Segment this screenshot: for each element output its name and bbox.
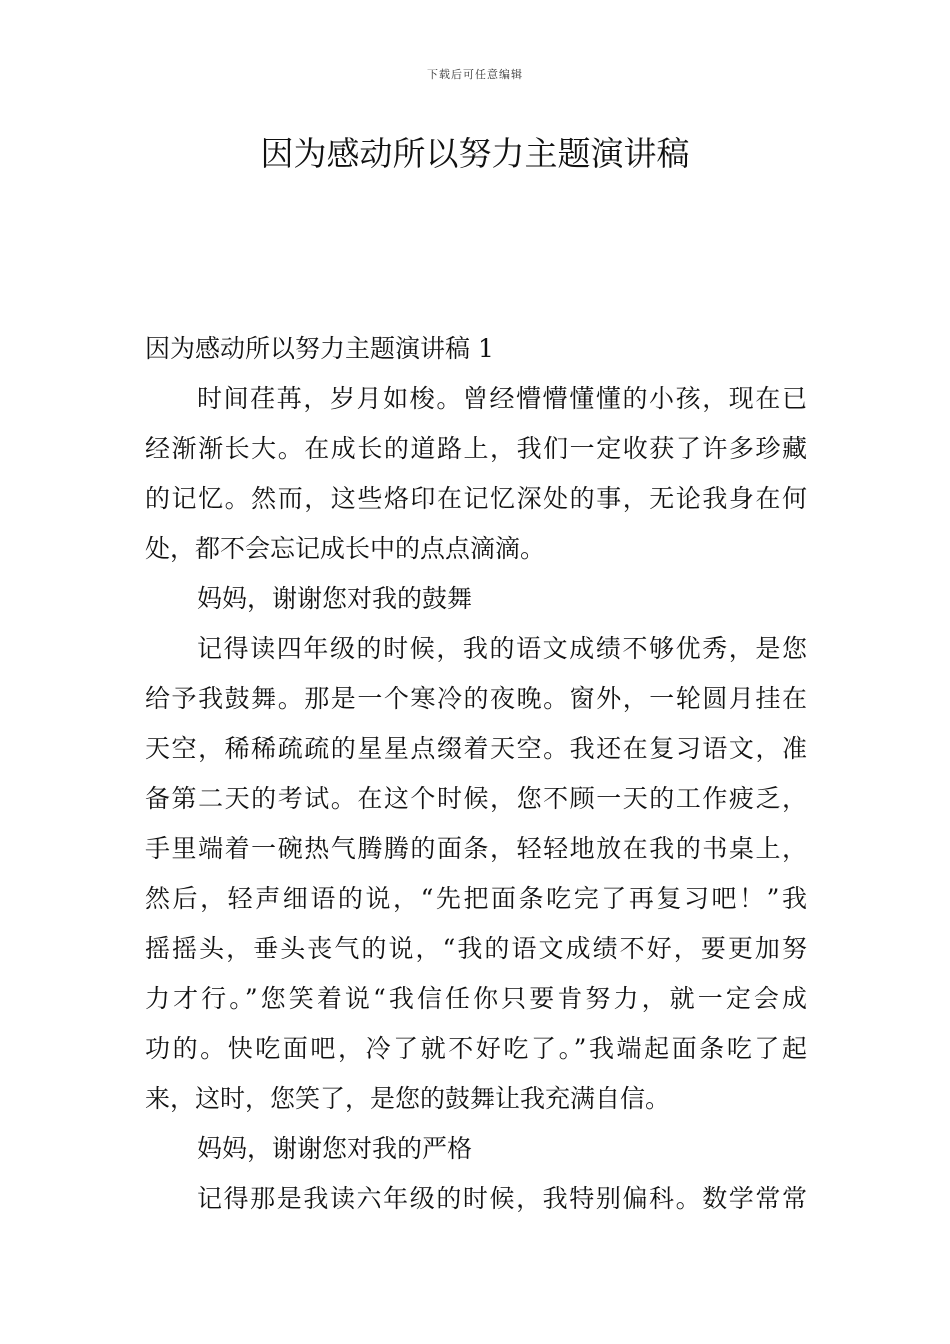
paragraph-line: 时间荏苒，岁月如梭。曾经懵懵懂懂的小孩，现在已 — [197, 384, 807, 413]
header-note: 下载后可任意编辑 — [427, 68, 523, 81]
subheading: 妈妈，谢谢您对我的鼓舞 — [197, 584, 473, 613]
paragraph-line: 记得读四年级的时候，我的语文成绩不够优秀，是您 — [197, 634, 807, 663]
paragraph-line: 经渐渐长大。在成长的道路上，我们一定收获了许多珍藏 — [145, 434, 807, 463]
paragraph-line: 来，这时，您笑了，是您的鼓舞让我充满自信。 — [145, 1084, 671, 1113]
paragraph-line: 然后，轻声细语的说，“先把面条吃完了再复习吧！”我 — [145, 884, 807, 913]
paragraph-line: 的记忆。然而，这些烙印在记忆深处的事，无论我身在何 — [145, 484, 807, 513]
document-title: 因为感动所以努力主题演讲稿 — [260, 134, 690, 173]
section-heading: 因为感动所以努力主题演讲稿 1 — [145, 334, 494, 363]
paragraph-line: 给予我鼓舞。那是一个寒冷的夜晚。窗外，一轮圆月挂在 — [145, 684, 807, 713]
document-body — [145, 324, 807, 1224]
paragraph-line: 功的。快吃面吧，冷了就不好吃了。”我端起面条吃了起 — [145, 1034, 807, 1063]
paragraph-line: 天空，稀稀疏疏的星星点缀着天空。我还在复习语文，准 — [145, 734, 807, 763]
paragraph-line: 备第二天的考试。在这个时候，您不顾一天的工作疲乏， — [145, 784, 807, 813]
subheading: 妈妈，谢谢您对我的严格 — [197, 1134, 473, 1163]
paragraph-line: 力才行。”您笑着说“我信任你只要肯努力，就一定会成 — [145, 984, 807, 1013]
paragraph-line: 记得那是我读六年级的时候，我特别偏科。数学常常 — [197, 1184, 807, 1213]
paragraph-line: 处，都不会忘记成长中的点点滴滴。 — [145, 534, 546, 563]
paragraph-line: 手里端着一碗热气腾腾的面条，轻轻地放在我的书桌上， — [145, 834, 807, 863]
paragraph-line: 摇摇头，垂头丧气的说，“我的语文成绩不好，要更加努 — [145, 934, 807, 963]
